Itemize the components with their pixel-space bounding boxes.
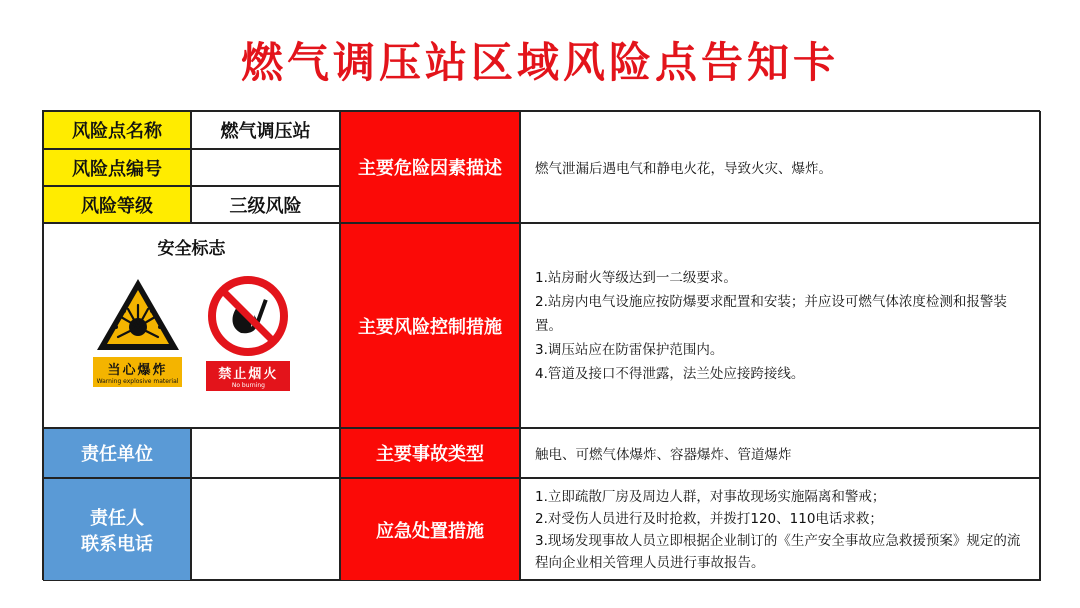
safety-signs-title: 安全标志: [157, 239, 226, 259]
control-line: 2.站房内电气设施应按防爆要求配置和安装；并应设可燃气体浓度检测和报警装置。: [535, 293, 1007, 334]
risk-code-label: 风险点编号: [43, 149, 191, 186]
no-burning-sign: [206, 275, 290, 391]
risk-name-label: 风险点名称: [43, 111, 191, 149]
explosive-warning-label-zh: 当心爆炸: [107, 363, 168, 378]
explosive-warning-label-en: Warning explosive material: [96, 378, 179, 385]
accident-type-text: 触电、可燃气体爆炸、容器爆炸、管道爆炸: [520, 428, 1041, 478]
responsible-person-label-line2: 联系电话: [81, 533, 153, 555]
emergency-line: 3.现场发现事故人员立即根据企业制订的《生产安全事故应急救援预案》规定的流程向企业相关管理人员进行事故报告。: [535, 532, 1021, 571]
responsible-person-label: [43, 478, 191, 581]
hazard-label: 主要危险因素描述: [340, 111, 520, 223]
explosive-warning-label: [93, 357, 183, 387]
risk-level-value: 三级风险: [191, 186, 340, 223]
emergency-line: 2.对受伤人员进行及时抢救，并拨打120、110电话求救；: [535, 510, 883, 527]
explosive-warning-icon: [94, 275, 182, 353]
emergency-measures: [520, 478, 1041, 581]
page-title: 燃气调压站区域风险点告知卡: [240, 38, 839, 87]
control-line: 1.站房耐火等级达到一二级要求。: [535, 269, 737, 286]
control-measures: [520, 223, 1041, 428]
responsible-unit-label: 责任单位: [43, 428, 191, 478]
risk-card-table: [42, 110, 1040, 580]
no-burning-label-en: No burning: [231, 382, 265, 389]
risk-level-label: 风险等级: [43, 186, 191, 223]
explosive-warning-sign: [93, 275, 183, 391]
risk-name-value: 燃气调压站: [191, 111, 340, 149]
accident-type-label: 主要事故类型: [340, 428, 520, 478]
responsible-unit-value: [191, 428, 340, 478]
control-line: 3.调压站应在防雷保护范围内。: [535, 341, 724, 358]
control-line: 4.管道及接口不得泄露，法兰处应接跨接线。: [535, 365, 805, 382]
responsible-person-label-line1: 责任人: [90, 507, 144, 529]
no-burning-label: [206, 361, 290, 391]
risk-code-value: [191, 149, 340, 186]
responsible-person-value: [191, 478, 340, 581]
no-burning-label-zh: 禁止烟火: [218, 367, 279, 382]
emergency-line: 1.立即疏散厂房及周边人群，对事故现场实施隔离和警戒；: [535, 488, 886, 505]
control-label: 主要风险控制措施: [340, 223, 520, 428]
emergency-label: 应急处置措施: [340, 478, 520, 581]
hazard-text: 燃气泄漏后遇电气和静电火花，导致火灾、爆炸。: [520, 111, 1041, 223]
safety-signs-cell: [43, 223, 340, 428]
no-burning-icon: [207, 275, 289, 357]
